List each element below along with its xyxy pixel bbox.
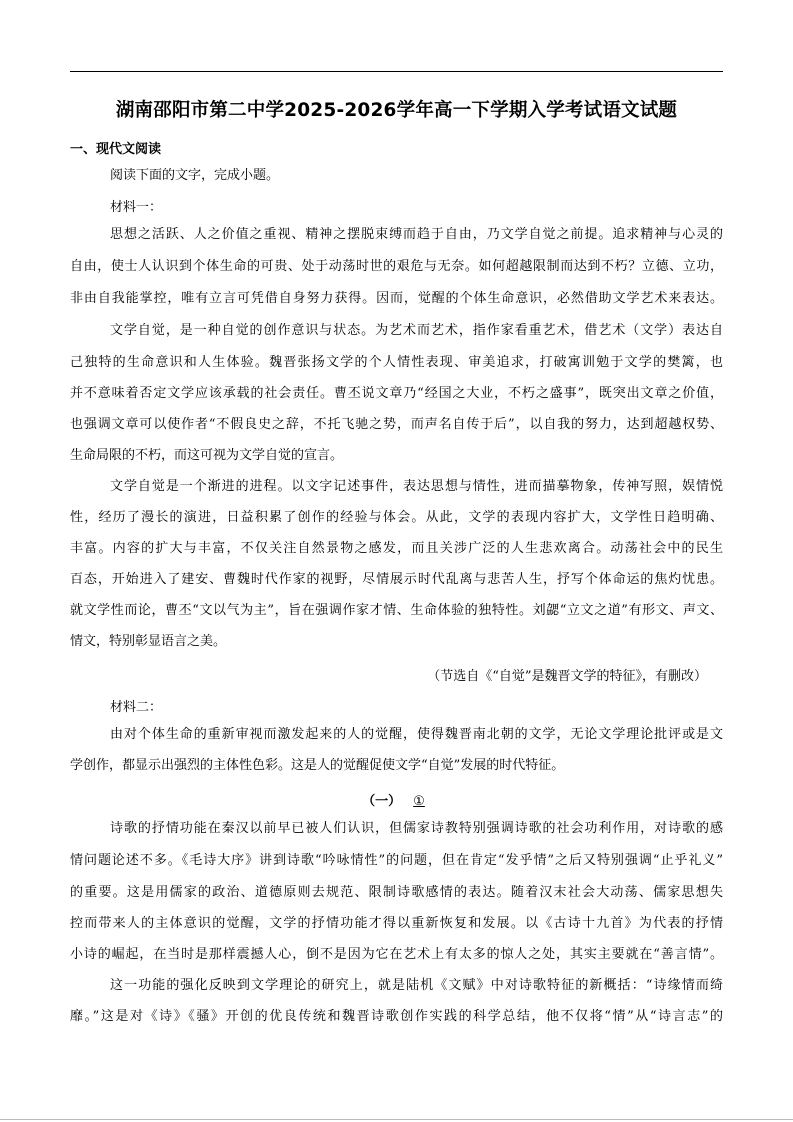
text-line: 这一功能的强化反映到文学理论的研究上，就是陆机《文赋》中对诗歌特征的新概括：“诗缘情而绮 xyxy=(110,978,723,993)
section-heading: 一、现代文阅读 xyxy=(70,142,162,157)
text-line: 生命局限的不朽，而这可视为文学自觉的宣言。 xyxy=(70,448,344,463)
text-line: 小诗的崛起，在当时是那样震撼人心，倒不是因为它在艺术上有太多的惊人之处，其实主要就在“善言情”。 xyxy=(70,947,723,962)
bottom-rule xyxy=(0,1119,793,1120)
page-title: 湖南邵阳市第二中学2025-2026学年高一下学期入学考试语文试题 xyxy=(115,100,678,121)
subsection-heading xyxy=(0,790,793,809)
text-line: 由对个体生命的重新审视而激发起来的人的觉醒，使得魏晋南北朝的文学，无论文学理论批评或是文 xyxy=(110,727,723,742)
text-line: 也强调文章可以使作者“不假良史之辞，不托飞驰之势，而声名自传于后”，以自我的努力，达到超越权势、 xyxy=(70,417,723,432)
text-line: 的重要。这是用儒家的政治、道德原则去规范、限制诗歌感情的表达。随着汉末社会大动荡、儒家思想失 xyxy=(70,885,723,900)
text-line: 情文，特别彰显语言之美。 xyxy=(70,634,227,649)
subsection-number: （一） xyxy=(362,794,402,809)
text-line: 情问题论述不多。《毛诗大序》讲到诗歌“吟咏情性”的问题，但在肯定“发乎情”之后又特别强调“止乎礼义” xyxy=(70,853,723,868)
text-line: 就文学性而论，曹丕“文以气为主”，旨在强调作家才情、生命体验的独特性。刘勰“立文之道”有形文、声文、 xyxy=(70,603,723,618)
text-line: 并不意味着否定文学应该承载的社会责任。曹丕说文章乃“经国之大业，不朽之盛事”，既突出文章之价值， xyxy=(70,386,723,401)
material2-label: 材料二： xyxy=(110,700,163,715)
top-rule xyxy=(70,71,723,72)
text-line: 己独特的生命意识和人生体验。魏晋张扬文学的个人情性表现、审美追求，打破寓训勉于文学的樊篱，也 xyxy=(70,355,723,370)
text-line: 文学自觉是一个渐进的进程。以文字记述事件，表达思想与情性，进而描摹物象，传神写照，娱情悦 xyxy=(110,479,723,494)
text-line: 丰富。内容的扩大与丰富，不仅关注自然景物之感发，而且关涉广泛的人生悲欢离合。动荡社会中的民生 xyxy=(70,541,723,556)
text-line: 自由，使士人认识到个体生命的可贵、处于动荡时世的艰危与无奈。如何超越限制而达到不朽？立德、立功， xyxy=(70,259,723,274)
text-line: 靡。”这是对《诗》《骚》开创的优良传统和魏晋诗歌创作实践的科学总结，他不仅将“情”从“诗言志”的 xyxy=(70,1009,723,1024)
text-line: 百态，开始进入了建安、曹魏时代作家的视野，尽情展示时代乱离与悲苦人生，抒写个体命运的焦灼忧患。 xyxy=(70,572,723,587)
text-line: 性，经历了漫长的演进，日益积累了创作的经验与体会。从此，文学的表现内容扩大，文学性日趋明确、 xyxy=(70,510,723,525)
instruction: 阅读下面的文字，完成小题。 xyxy=(110,168,280,183)
text-line: 学创作，都显示出强烈的主体性色彩。这是人的觉醒促使文学“自觉”发展的时代特征。 xyxy=(70,758,565,773)
material1-label: 材料一： xyxy=(110,200,163,215)
text-line: 思想之活跃、人之价值之重视、精神之摆脱束缚而趋于自由，乃文学自觉之前提。追求精神与心灵的 xyxy=(110,227,723,242)
answer-blank: ① xyxy=(413,794,425,809)
source-citation: （节选自《“自觉”是魏晋文学的特征》，有删改） xyxy=(427,669,707,684)
text-line: 文学自觉，是一种自觉的创作意识与状态。为艺术而艺术，指作家看重艺术，借艺术（文学）表达自 xyxy=(110,323,723,338)
text-line: 诗歌的抒情功能在秦汉以前早已被人们认识，但儒家诗教特别强调诗歌的社会功利作用，对诗歌的感 xyxy=(110,821,723,836)
text-line: 非由自我能掌控，唯有立言可凭借自身努力获得。因而，觉醒的个体生命意识，必然借助文学艺术来表达。 xyxy=(70,291,723,306)
text-line: 控而带来人的主体意识的觉醒，文学的抒情功能才得以重新恢复和发展。以《古诗十九首》为代表的抒情 xyxy=(70,916,723,931)
